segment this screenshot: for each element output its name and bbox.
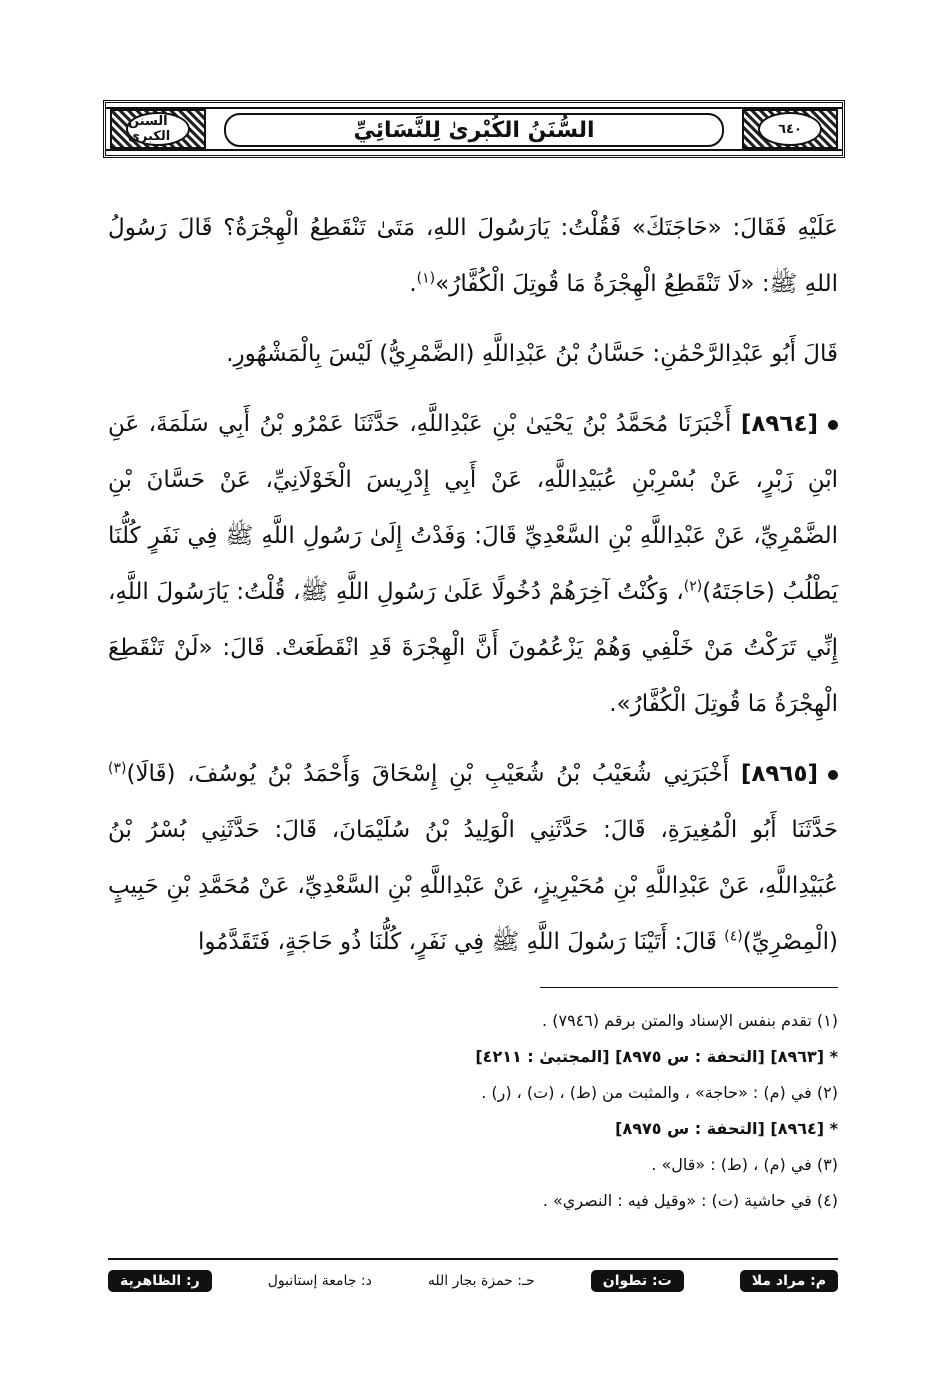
hadith-text: أَخْبَرَنَا مُحَمَّدُ بْنُ يَحْيَىٰ بْنِ عَبْدِاللَّهِ، حَدَّثَنَا عَمْرُو بْنُ أَبِي سَلَمَةَ، عَنِ ابْنِ زَبْرٍ، عَنْ بُسْرِبْنِ عُبَيْدِاللَّهِ، عَنْ أَبِي إِدْرِيسَ الْخَوْلَانِيِّ، عَنْ حَسَّانَ بْنِ الضَّمْرِيِّ، عَنْ عَبْدِاللَّهِ بْنِ السَّعْدِيِّ قَالَ: وَفَدْتُ إِلَىٰ رَسُولِ اللَّهِ ﷺ فِي نَفَرٍ كُلُّنَا يَطْلُبُ (حَاجَتَهُ): [108, 411, 838, 605]
emblem-ornament: [110, 109, 206, 149]
footnote-ref-1: (١): [416, 270, 436, 287]
manuscript-tag-r: ر: الظاهرية: [108, 1270, 212, 1292]
header-rule-bottom: [106, 149, 842, 151]
hadith-text-end: قَالَ: أَتَيْنَا رَسُولَ اللَّهِ ﷺ فِي نَفَرٍ، كُلُّنَا ذُو حَاجَةٍ، فَتَقَدَّمُوا: [197, 929, 717, 955]
book-title: السُّنَنُ الكُبْرىٰ لِلنَّسَائِيِّ: [353, 117, 595, 143]
footnotes: [108, 1003, 838, 1219]
hadith-text: أَخْبَرَنِي شُعَيْبُ بْنُ شُعَيْبِ بْنِ إِسْحَاقَ وَأَحْمَدُ بْنُ يُوسُفَ، (قَالَا): [126, 761, 730, 787]
manuscript-tag-d: د: جامعة إستانبول: [267, 1273, 372, 1289]
manuscript-tag-m: م: مراد ملا: [740, 1270, 838, 1292]
hadith-8965: [108, 746, 838, 970]
footnote-ref-3: (٣): [108, 760, 127, 777]
hadith-text-continued: ، وَكُنْتُ آخِرَهُمْ دُخُولًا عَلَىٰ رَسُولِ اللَّهِ ﷺ، قُلْتُ: يَارَسُولَ اللَّهِ، إِنِّي تَرَكْتُ مَنْ خَلْفِي وَهُمْ يَزْعُمُونَ أَنَّ الْهِجْرَةَ قَدِ انْقَطَعَتْ. قَالَ: «لَنْ تَنْقَطِعَ الْهِجْرَةُ مَا قُوتِلَ الْكُفَّارُ».: [108, 579, 838, 717]
main-text: [108, 200, 838, 970]
footnote-reference: * [٨٩٦٣] [التحفة : س ٨٩٧٥] [المجتبىٰ : ٤٢١١]: [475, 1047, 838, 1066]
footer-rule: [108, 1258, 838, 1260]
manuscript-tag-h: حـ: حمزة بجار الله: [427, 1273, 535, 1289]
footnote-ref-2: (٢): [683, 578, 703, 595]
manuscript-key: [108, 1266, 838, 1296]
paragraph-1: [108, 200, 838, 312]
footnote-rule: [540, 987, 838, 988]
footnote-ref-4: (٤): [724, 928, 743, 945]
hadith-text-continued: حَدَّثَنَا أَبُو الْمُغِيرَةِ، قَالَ: حَدَّثَنِي الْوَلِيدُ بْنُ سُلَيْمَانَ، قَالَ: حَدَّثَنِي بُسْرُ بْنُ عُبَيْدِاللَّهِ، عَنْ عَبْدِاللَّهِ بْنِ مُحَيْرِيزٍ، عَنْ عَبْدِاللَّهِ بْنِ السَّعْدِيِّ، عَنْ مُحَمَّدِ بْنِ حَبِيبٍ (الْمِصْرِيِّ): [108, 817, 838, 955]
bullet-icon: [828, 420, 838, 430]
paragraph-2-text: قَالَ أَبُو عَبْدِالرَّحْمَٰنِ: حَسَّانُ بْنُ عَبْدِاللَّهِ (الضَّمْرِيُّ) لَيْسَ بِالْمَشْهُورِ.: [226, 341, 838, 367]
footnote: (٣) في (م) ، (ط) : «قال» .: [651, 1155, 838, 1174]
footnote: (٢) في (م) : «حاجة» ، والمثبت من (ط) ، (ت) ، (ر) .: [481, 1083, 838, 1102]
page-number: ٦٤٠: [758, 112, 822, 146]
page-header: [103, 100, 845, 158]
hadith-8964: [108, 396, 838, 732]
hadith-number: [٨٩٦٥]: [740, 761, 819, 787]
page-number-ornament: [742, 109, 838, 149]
paragraph-1-end: .: [409, 271, 417, 297]
footnote: (٤) في حاشية (ت) : «وقيل فيه : النصري» .: [542, 1191, 838, 1210]
manuscript-tag-t: ت: تطوان: [591, 1270, 684, 1292]
footnote: (١) تقدم بنفس الإسناد والمتن برقم (٧٩٤٦) .: [542, 1011, 838, 1030]
footnote-reference: * [٨٩٦٤] [التحفة : س ٨٩٧٥]: [615, 1119, 838, 1138]
header-rule-top: [106, 107, 842, 109]
paragraph-2: [108, 326, 838, 382]
paragraph-1-text: عَلَيْهِ فَقَالَ: «حَاجَتَكَ» فَقُلْتُ: يَارَسُولَ اللهِ، مَتَىٰ تَنْقَطِعُ الْهِجْرَةُ؟ قَالَ رَسُولُ اللهِ ﷺ: «لَا تَنْقَطِعُ الْهِجْرَةُ مَا قُوتِلَ الْكُفَّارُ»: [108, 215, 838, 297]
hadith-number: [٨٩٦٤]: [740, 411, 818, 437]
header-title-box: [224, 113, 724, 147]
bullet-icon: [828, 770, 838, 780]
emblem-text: السنن الكبرى: [126, 112, 190, 146]
